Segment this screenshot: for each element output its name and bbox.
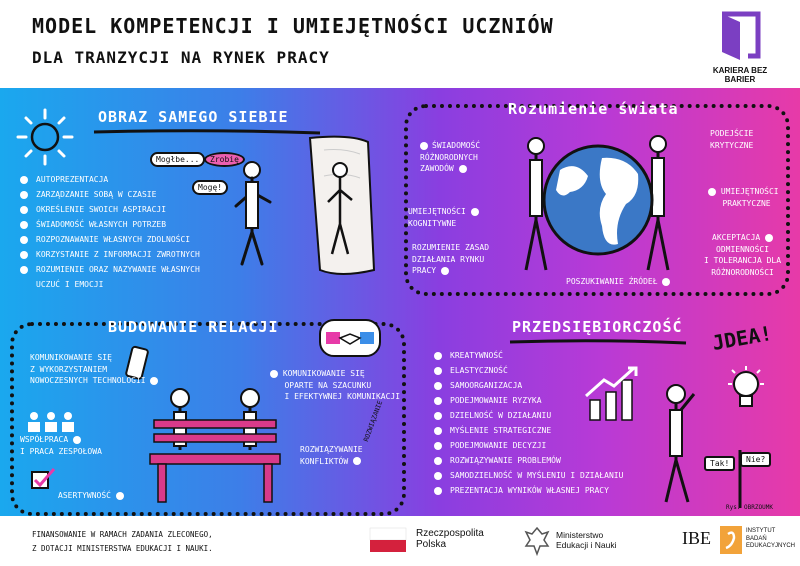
relations-text-technology: KOMUNIKOWANIE SIĘ Z WYKORZYSTANIEM NOWOCZESNYCH TECHNOLOGII bbox=[30, 352, 158, 387]
world-text-sources: POSZUKIWANIE ŹRÓDEŁ bbox=[566, 276, 670, 288]
list-item: DZIELNOŚĆ W DZIAŁANIU bbox=[434, 412, 623, 427]
list-item: SAMOORGANIZACJA bbox=[434, 382, 623, 397]
artist-signature: Rys. OBRZOUMK bbox=[726, 504, 773, 511]
team-icon bbox=[26, 410, 76, 432]
scribble-label: ROZWIĄZANIE bbox=[362, 399, 385, 443]
footer: FINANSOWANIE W RAMACH ZADANIA ZLECONEGO, Z DOTACJI MINISTERSTWA EDUKACJI I NAUKI. Rzeczpospolita Polska Ministerstwo Edukacji i Nauki IBE INSTYTUT BADAŃ EDUKACYJNYCH bbox=[0, 516, 800, 566]
list-item: AUTOPREZENTACJA bbox=[20, 176, 200, 191]
self-image-list bbox=[20, 176, 200, 296]
door-logo-icon bbox=[718, 12, 762, 60]
relations-text-respect: KOMUNIKOWANIE SIĘ OPARTE NA SZACUNKU I EFEKTYWNEJ KOMUNIKACJI bbox=[270, 368, 400, 403]
idea-label: JDEA! bbox=[710, 320, 774, 356]
list-item: ROZWIĄZYWANIE PROBLEMÓW bbox=[434, 457, 623, 472]
world-text-critical: PODEJŚCIE KRYTYCZNE bbox=[710, 129, 754, 150]
sun-icon bbox=[14, 108, 76, 166]
bench-illustration bbox=[150, 376, 280, 506]
speech-bubble-doubt: Mogłbe... bbox=[150, 152, 205, 167]
title-underline bbox=[92, 128, 322, 136]
list-item: SAMODZIELNOŚĆ W MYŚLENIU I DZIAŁANIU bbox=[434, 472, 623, 487]
world-text-awareness: ŚWIADOMOŚĆ RÓŻNORODNYCH ZAWODÓW bbox=[420, 141, 481, 174]
list-item: KREATYWNOŚĆ bbox=[434, 352, 623, 367]
world-text-practical: UMIEJĘTNOŚCI PRAKTYCZNE bbox=[708, 186, 779, 209]
logo bbox=[700, 12, 780, 84]
list-item: ROZPOZNAWANIE WŁASNYCH ZDOLNOŚCI bbox=[20, 236, 200, 251]
relations-text-teamwork: WSPÓŁPRACA I PRACA ZESPOŁOWA bbox=[20, 435, 102, 456]
header bbox=[0, 0, 800, 88]
list-item: OKREŚLENIE SWOICH ASPIRACJI bbox=[20, 206, 200, 221]
polish-flag-icon bbox=[370, 528, 406, 552]
logo-text: KARIERA BEZ BARIER bbox=[712, 66, 768, 84]
funding-note: FINANSOWANIE W RAMACH ZADANIA ZLECONEGO, Z DOTACJI MINISTERSTWA EDUKACJI I NAUKI. bbox=[32, 530, 213, 553]
list-item: MYŚLENIE STRATEGICZNE bbox=[434, 427, 623, 442]
speech-bubble-can: Mogę! bbox=[192, 180, 228, 195]
ibe-logo-icon bbox=[720, 526, 742, 554]
list-item: PREZENTACJA WYNIKÓW WŁASNEJ PRACY bbox=[434, 487, 623, 502]
section-self-image-title: OBRAZ SAMEGO SIEBIE bbox=[98, 108, 289, 126]
list-item: ROZUMIENIE ORAZ NAZYWANIE WŁASNYCH bbox=[20, 266, 200, 281]
title-underline bbox=[508, 338, 688, 346]
list-item: UCZUĆ I EMOCJI bbox=[36, 280, 104, 289]
list-item: ZARZĄDZANIE SOBĄ W CZASIE bbox=[20, 191, 200, 206]
world-text-cognitive: UMIEJĘTNOŚCI KOGNITYWNE bbox=[408, 206, 479, 229]
globe-illustration bbox=[510, 130, 700, 280]
growth-chart-icon bbox=[584, 366, 640, 422]
relations-text-conflicts: ROZWIĄZYWANIE KONFLIKTÓW bbox=[300, 445, 363, 466]
checkbox-icon bbox=[30, 468, 56, 490]
page-subtitle: DLA TRANZYCJI NA RYNEK PRACY bbox=[32, 48, 330, 67]
page-title: MODEL KOMPETENCJI I UMIEJĘTNOŚCI UCZNIÓW bbox=[32, 14, 554, 38]
list-item: ELASTYCZNOŚĆ bbox=[434, 367, 623, 382]
handshake-icon bbox=[318, 318, 382, 358]
lightbulb-icon bbox=[726, 366, 766, 418]
list-item: PODEJMOWANIE DECYZJI bbox=[434, 442, 623, 457]
list-item: PODEJMOWANIE RYZYKA bbox=[434, 397, 623, 412]
speech-bubble-do: Zrobię bbox=[204, 152, 245, 167]
world-text-tolerance: AKCEPTACJA ODMIENNOŚCI I TOLERANCJA DLA RÓŻNORODNOŚCI bbox=[704, 233, 782, 277]
list-item: ŚWIADOMOŚĆ WŁASNYCH POTRZEB bbox=[20, 221, 200, 236]
section-entrepreneurship-title: PRZEDSIĘBIORCZOŚĆ bbox=[512, 318, 683, 336]
section-relations-title: BUDOWANIE RELACJI bbox=[108, 318, 279, 336]
section-world-title: Rozumienie świata bbox=[508, 100, 679, 118]
sign-yes: Tak! bbox=[704, 456, 735, 471]
relations-text-assertiveness: ASERTYWNOŚĆ bbox=[58, 490, 124, 502]
eagle-emblem-icon bbox=[524, 526, 550, 556]
sign-no: Nie? bbox=[740, 452, 771, 467]
person-mirror-illustration bbox=[224, 136, 374, 286]
list-item: KORZYSTANIE Z INFORMACJI ZWROTNYCH bbox=[20, 251, 200, 266]
world-text-market: ROZUMIENIE ZASAD DZIAŁANIA RYNKU PRACY bbox=[412, 243, 490, 276]
